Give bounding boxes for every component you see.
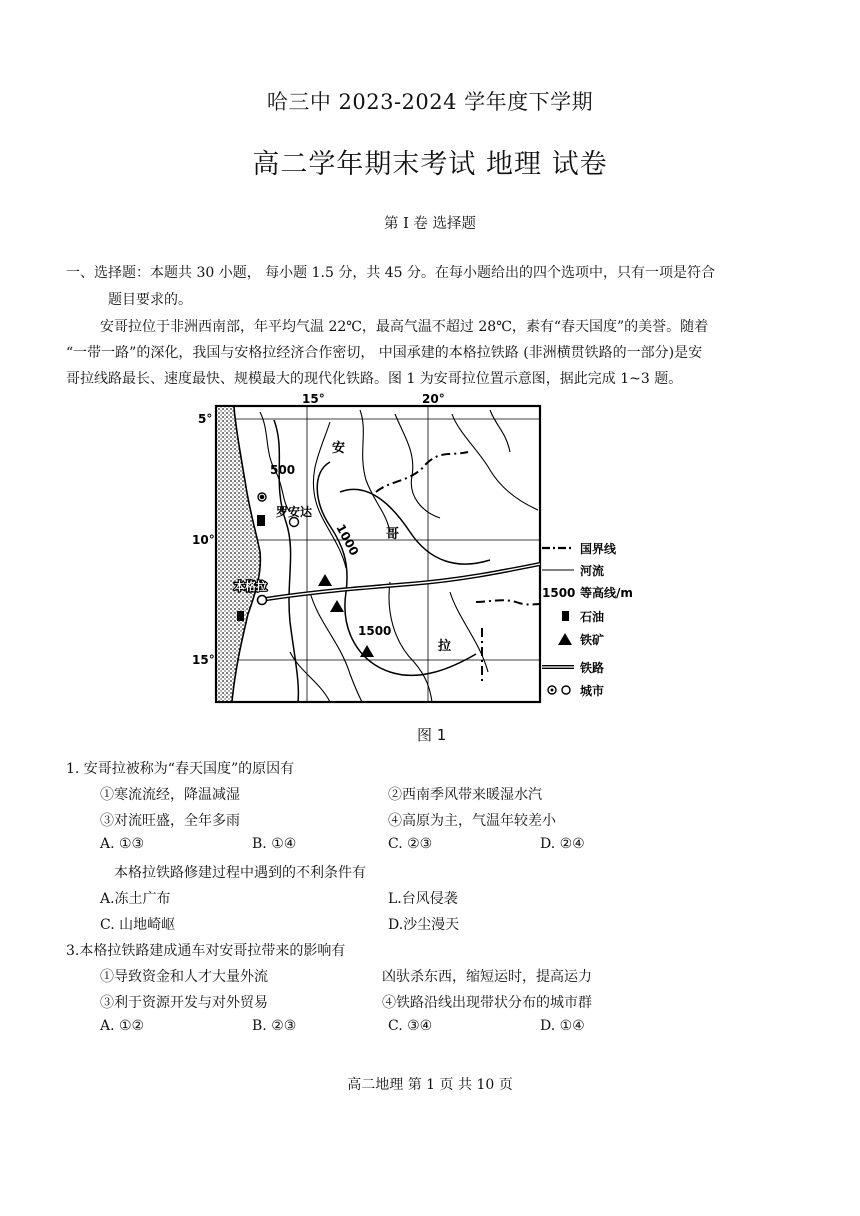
q3-choice-d[interactable]: D. ①④ <box>540 1018 585 1034</box>
oil-symbol <box>237 611 244 621</box>
country-label-la: 拉 <box>438 639 452 654</box>
legend-railway: 铁路 <box>580 661 605 675</box>
legend-contour: 等高线/m <box>580 586 633 600</box>
legend-contour-value: 1500 <box>542 586 576 600</box>
contour-label-1000: 1000 <box>333 521 362 558</box>
map-legend <box>542 541 633 698</box>
map-grid <box>216 406 540 702</box>
q3-choice-c[interactable]: C. ③④ <box>388 1018 433 1034</box>
legend-iron: 铁矿 <box>580 633 605 647</box>
q3-statement-4: ④铁路沿线出现带状分布的城市群 <box>382 995 592 1011</box>
contour-label-1500: 1500 <box>358 624 392 638</box>
iron-ore-symbol <box>360 645 374 657</box>
city-label-benguela: 本格拉 <box>234 580 267 593</box>
city-benguela-symbol <box>258 596 267 605</box>
oil-symbol <box>257 515 265 526</box>
question-1-stem: 1. 安哥拉被称为“春天国度”的原因有 <box>66 761 295 777</box>
lat-label-5: 5° <box>198 412 213 426</box>
q1-choice-c[interactable]: C. ②③ <box>388 836 433 852</box>
contour-label-500: 500 <box>270 463 296 477</box>
angola-location-map <box>190 392 650 714</box>
q1-choice-a[interactable]: A. ①③ <box>100 836 145 852</box>
lat-label-10: 10° <box>192 533 215 547</box>
map-frame <box>216 406 540 702</box>
lat-label-15: 15° <box>192 653 215 667</box>
q1-statement-3: ③对流旺盛，全年多雨 <box>100 813 240 829</box>
q2-choice-b[interactable]: L.台风侵袭 <box>388 891 458 907</box>
q3-choice-b[interactable]: B. ②③ <box>252 1018 297 1034</box>
country-label-ge: 哥 <box>386 527 400 542</box>
exam-title: 高二学年期末考试 地理 试卷 <box>252 149 608 180</box>
instruction-line-1: 一、选择题：本题共 30 小题， 每小题 1.5 分，共 45 分。在每小题给出的四个选项中，只有一项是符合 <box>66 265 716 281</box>
country-label-an: 安 <box>332 441 346 456</box>
iron-ore-symbol <box>330 600 344 612</box>
legend-river: 河流 <box>580 564 605 578</box>
q1-statement-4: ④高原为主，气温年较差小 <box>388 813 556 829</box>
exam-header-school: 哈三中 2023-2024 学年度下学期 <box>266 90 594 114</box>
instruction-line-2: 题目要求的。 <box>108 292 192 308</box>
q3-statement-1: ①导致资金和人才大量外流 <box>100 969 268 985</box>
q2-choice-d[interactable]: D.沙尘漫天 <box>388 917 460 933</box>
legend-oil: 石油 <box>580 610 605 624</box>
benguela-railway <box>260 564 540 600</box>
passage-line-2: “一带一路”的深化，我国与安格拉经济合作密切， 中国承建的本格拉铁路 (非洲横贯铁路的一部分)是安 <box>66 345 703 361</box>
rivers <box>260 410 538 702</box>
figure-caption: 图 1 <box>417 726 447 744</box>
q1-statement-1: ①寒流流经，降温减湿 <box>100 787 240 803</box>
q2-choice-a[interactable]: A.冻土广布 <box>100 891 171 907</box>
section-title: 第 I 卷 选择题 <box>383 216 477 232</box>
city-label-luanda: 罗安达 <box>276 505 313 519</box>
question-2-stem: 本格拉铁路修建过程中遇到的不利条件有 <box>114 865 366 881</box>
legend-city: 城市 <box>580 684 605 698</box>
q1-statement-2: ②西南季风带来暖湿水汽 <box>388 787 542 803</box>
iron-ore-symbol <box>318 574 332 586</box>
question-3-stem: 3.本格拉铁路建成通车对安哥拉带来的影响有 <box>66 943 346 959</box>
passage-line-3: 哥拉线路最长、速度最快、规模最大的现代化铁路。图 1 为安哥拉位置示意图，据此完成 1~3 题。 <box>66 371 683 387</box>
lon-label-20: 20° <box>422 392 445 406</box>
q3-choice-a[interactable]: A. ①② <box>100 1018 145 1034</box>
city-luanda-symbol <box>258 493 266 501</box>
q3-statement-3: ③利于资源开发与对外贸易 <box>100 995 268 1011</box>
q1-choice-b[interactable]: B. ①④ <box>252 836 297 852</box>
passage-line-1: 安哥拉位于非洲西南部，年平均气温 22℃，最高气温不超过 28℃，素有“春天国度”的美誉。随着 <box>100 319 709 335</box>
legend-border: 国界线 <box>580 542 617 556</box>
q3-statement-2: 凶驮杀东西，缩短运时，提高运力 <box>382 969 592 985</box>
q1-choice-d[interactable]: D. ②④ <box>540 836 585 852</box>
page-footer: 高二地理 第 1 页 共 10 页 <box>347 1077 513 1093</box>
q2-choice-c[interactable]: C. 山地崎岖 <box>100 917 176 933</box>
lon-label-15: 15° <box>302 392 325 406</box>
